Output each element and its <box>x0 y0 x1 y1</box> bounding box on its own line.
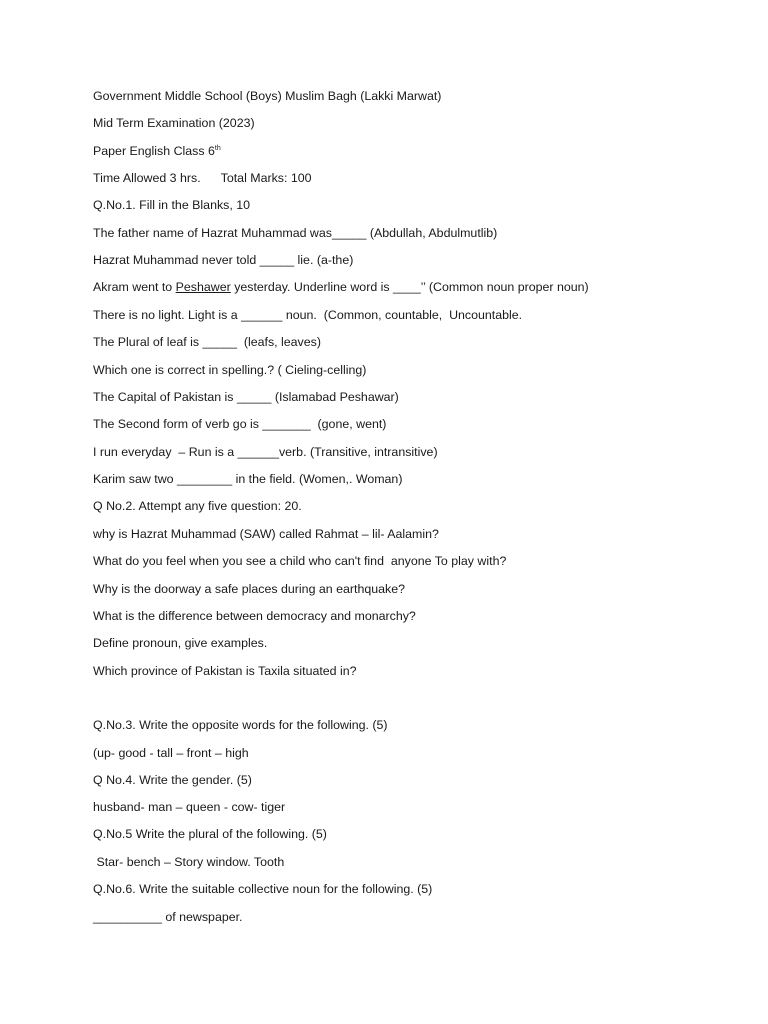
q1-item: Akram went to Peshawer yesterday. Underline word is ____’’ (Common noun proper noun) <box>93 280 589 294</box>
q2-item: What is the difference between democracy and monarchy? <box>93 609 416 623</box>
school-name: Government Middle School (Boys) Muslim Bagh (Lakki Marwat) <box>93 89 442 103</box>
q2-item: What do you feel when you see a child who can't find anyone To play with? <box>93 554 507 568</box>
total-marks: Total Marks: 100 <box>220 171 312 185</box>
time-allowed: Time Allowed 3 hrs. <box>93 171 201 185</box>
q4-heading: Q No.4. Write the gender. (5) <box>93 773 252 787</box>
q6-heading: Q.No.6. Write the suitable collective noun for the following. (5) <box>93 882 433 896</box>
q1-item: The father name of Hazrat Muhammad was_____ (Abdullah, Abdulmutlib) <box>93 226 498 240</box>
q2-item: Which province of Pakistan is Taxila situated in? <box>93 664 357 678</box>
q2-heading: Q No.2. Attempt any five question: 20. <box>93 499 302 513</box>
q3-text: (up- good - tall – front – high <box>93 746 249 760</box>
q1-item: The Capital of Pakistan is _____ (Islamabad Peshawar) <box>93 390 399 404</box>
paper-superscript: th <box>214 145 221 152</box>
q1-item: Karim saw two ________ in the field. (Women,. Woman) <box>93 472 403 486</box>
time-marks-line <box>93 170 312 186</box>
q2-item: why is Hazrat Muhammad (SAW) called Rahmat – lil- Aalamin? <box>93 527 439 541</box>
q1-item: The Second form of verb go is _______ (gone, went) <box>93 417 387 431</box>
q1-item: There is no light. Light is a ______ noun. (Common, countable, Uncountable. <box>93 308 523 322</box>
paper-label: Paper English Class 6 <box>93 144 215 158</box>
q2-item: Why is the doorway a safe places during an earthquake? <box>93 582 406 596</box>
q6-text: __________ of newspaper. <box>93 910 243 924</box>
q5-heading: Q.No.5 Write the plural of the following. (5) <box>93 827 327 841</box>
q1-item: Hazrat Muhammad never told _____ lie. (a-the) <box>93 253 354 267</box>
q1-item: The Plural of leaf is _____ (leafs, leaves) <box>93 335 321 349</box>
q2-item: Define pronoun, give examples. <box>93 636 268 650</box>
exam-title: Mid Term Examination (2023) <box>93 116 255 130</box>
q3-heading: Q.No.3. Write the opposite words for the following. (5) <box>93 718 388 732</box>
q4-text: husband- man – queen - cow- tiger <box>93 800 286 814</box>
q5-text: Star- bench – Story window. Tooth <box>93 855 285 869</box>
q1-item: Which one is correct in spelling.? ( Cieling-celling) <box>93 363 367 377</box>
q1-item: I run everyday – Run is a ______verb. (Transitive, intransitive) <box>93 445 438 459</box>
q1-heading: Q.No.1. Fill in the Blanks, 10 <box>93 198 251 212</box>
underlined-word: Peshawer <box>175 280 231 294</box>
paper-title <box>93 143 221 159</box>
